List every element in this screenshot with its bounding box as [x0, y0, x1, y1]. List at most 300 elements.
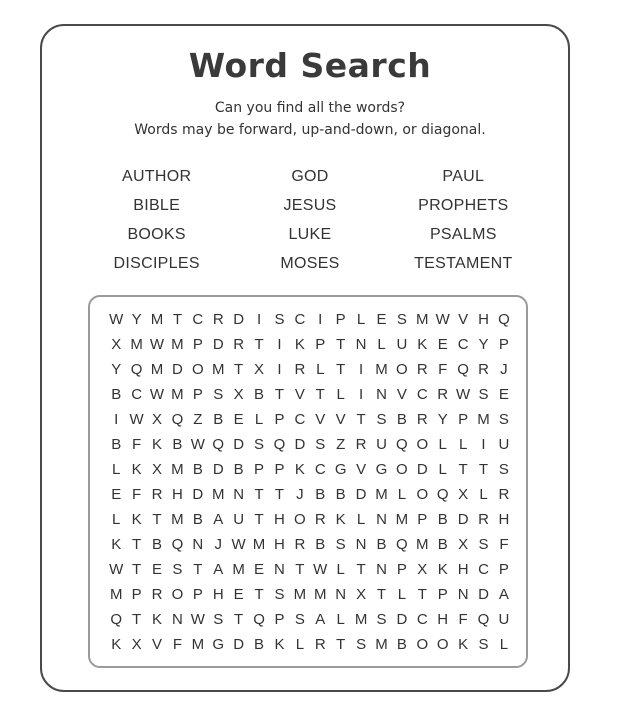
grid-cell[interactable]: H [274, 511, 285, 528]
grid-cell[interactable]: T [336, 636, 346, 653]
grid-cell[interactable]: Q [457, 361, 469, 378]
grid-cell[interactable]: N [233, 486, 245, 503]
grid-cell[interactable]: S [294, 611, 305, 628]
grid-cell[interactable]: F [438, 361, 448, 378]
grid-cell[interactable]: U [498, 611, 510, 628]
grid-cell[interactable]: X [458, 536, 469, 553]
word-item: PSALMS [429, 226, 497, 243]
grid-cell[interactable]: O [416, 436, 429, 453]
grid-cell[interactable]: D [294, 436, 306, 453]
grid-cell[interactable]: M [354, 611, 368, 628]
word-item: MOSES [280, 255, 340, 272]
grid-cell[interactable]: T [274, 386, 285, 403]
grid-cell[interactable]: V [396, 386, 407, 403]
grid-cell[interactable]: Q [171, 411, 184, 428]
grid-cell[interactable]: B [192, 461, 203, 478]
grid-cell[interactable]: K [274, 636, 285, 653]
grid-cell[interactable]: T [254, 511, 264, 528]
grid-cell[interactable]: L [356, 311, 366, 328]
grid-cell[interactable]: Q [436, 486, 449, 503]
grid-cell[interactable]: K [294, 336, 305, 353]
grid-cell[interactable]: O [396, 361, 408, 378]
grid-row [106, 532, 514, 557]
grid-cell[interactable]: B [335, 486, 346, 503]
grid-cell[interactable]: P [498, 561, 509, 578]
grid-cell[interactable]: M [375, 486, 388, 503]
grid-cell[interactable]: D [212, 336, 224, 353]
grid-cell[interactable]: L [397, 486, 407, 503]
grid-cell[interactable]: X [233, 386, 244, 403]
grid-cell[interactable]: K [111, 536, 122, 553]
grid-cell[interactable]: C [131, 386, 143, 403]
grid-cell[interactable]: P [192, 586, 203, 603]
grid-cell[interactable]: T [356, 411, 366, 428]
grid-cell[interactable]: T [356, 561, 366, 578]
grid-cell[interactable]: M [293, 586, 307, 603]
grid-row [106, 307, 514, 332]
grid-cell[interactable]: W [231, 536, 246, 553]
grid-cell[interactable]: S [376, 411, 387, 428]
grid-cell[interactable]: C [416, 386, 428, 403]
grid-cell[interactable]: Q [130, 361, 143, 378]
grid-cell[interactable]: P [254, 461, 265, 478]
grid-cell[interactable]: K [437, 561, 448, 578]
grid-cell[interactable]: J [296, 486, 304, 503]
grid-cell[interactable]: T [234, 361, 244, 378]
grid-cell[interactable]: R [294, 536, 306, 553]
grid-cell[interactable]: B [233, 461, 244, 478]
grid-cell[interactable]: O [416, 486, 429, 503]
grid-cell[interactable]: M [150, 361, 164, 378]
grid-cell[interactable]: B [315, 486, 326, 503]
grid-cell[interactable]: M [130, 336, 143, 353]
grid-cell[interactable]: H [498, 511, 510, 528]
grid-cell[interactable]: E [498, 386, 509, 403]
grid-cell[interactable]: N [274, 561, 285, 578]
grid-cell[interactable]: C [478, 561, 489, 578]
grid-cell[interactable]: S [213, 611, 224, 628]
grid-cell[interactable]: E [437, 336, 448, 353]
grid-cell[interactable]: T [193, 561, 203, 578]
grid-cell[interactable]: K [335, 511, 346, 528]
grid-cell[interactable]: M [171, 511, 184, 528]
grid-cell[interactable]: X [417, 561, 428, 578]
grid-cell[interactable]: W [313, 561, 328, 578]
grid-cell[interactable]: M [395, 511, 409, 528]
grid-cell[interactable]: V [294, 386, 305, 403]
grid-cell[interactable]: I [277, 361, 282, 378]
grid-cell[interactable]: N [355, 336, 367, 353]
grid-cell[interactable]: M [171, 386, 184, 403]
grid-cell[interactable]: P [458, 411, 469, 428]
grid-cell[interactable]: P [498, 336, 509, 353]
grid-cell[interactable]: M [171, 461, 184, 478]
grid-cell[interactable]: S [396, 311, 407, 328]
grid-cell[interactable]: G [212, 636, 225, 653]
grid-cell[interactable]: L [499, 636, 509, 653]
grid-cell[interactable]: Q [477, 611, 490, 628]
grid-cell[interactable]: Q [171, 536, 184, 553]
grid-row [106, 607, 514, 632]
grid-cell[interactable]: S [213, 386, 224, 403]
grid-cell[interactable]: Y [478, 336, 489, 353]
grid-cell[interactable]: T [478, 461, 489, 478]
grid-cell[interactable]: F [132, 436, 142, 453]
grid-cell[interactable]: M [252, 536, 266, 553]
grid-row [106, 482, 514, 507]
grid-cell[interactable]: J [214, 536, 222, 553]
grid-row [106, 432, 514, 457]
grid-cell[interactable]: I [318, 311, 323, 328]
grid-cell[interactable]: T [295, 561, 305, 578]
grid-cell[interactable]: K [111, 636, 122, 653]
grid-cell[interactable]: K [152, 436, 163, 453]
grid-cell[interactable]: C [457, 336, 469, 353]
grid-cell[interactable]: L [377, 336, 386, 353]
grid-cell[interactable]: M [171, 336, 184, 353]
grid-cell[interactable]: E [111, 486, 122, 503]
instructions [0, 97, 620, 141]
grid-cell[interactable]: L [336, 386, 345, 403]
grid-cell[interactable]: H [437, 611, 449, 628]
grid-cell[interactable]: T [336, 361, 346, 378]
grid-cell[interactable]: I [114, 411, 119, 428]
grid-cell[interactable]: P [274, 611, 285, 628]
word-item: GOD [291, 168, 329, 185]
grid-cell[interactable]: S [172, 561, 183, 578]
grid-cell[interactable]: T [254, 486, 264, 503]
grid-cell[interactable]: B [111, 386, 122, 403]
grid-cell[interactable]: G [334, 461, 347, 478]
grid-cell[interactable]: K [417, 336, 428, 353]
grid-cell[interactable]: S [376, 611, 387, 628]
grid-cell[interactable]: P [274, 461, 285, 478]
grid-cell[interactable]: P [131, 586, 142, 603]
grid-cell[interactable]: Q [396, 536, 408, 553]
grid-cell[interactable]: E [233, 586, 244, 603]
grid-cell[interactable]: P [192, 336, 203, 353]
grid-cell[interactable]: N [192, 536, 204, 553]
grid-cell[interactable]: P [396, 561, 407, 578]
grid-cell[interactable]: M [416, 311, 429, 328]
grid-cell[interactable]: W [109, 561, 124, 578]
grid-cell[interactable]: D [233, 311, 245, 328]
word-item: PROPHETS [418, 197, 509, 214]
grid-cell[interactable]: F [499, 536, 509, 553]
grid-cell[interactable]: L [336, 611, 345, 628]
grid-cell[interactable]: L [438, 461, 447, 478]
grid-cell[interactable]: V [152, 636, 163, 653]
grid-cell[interactable]: C [416, 611, 428, 628]
grid-cell[interactable]: T [132, 536, 142, 553]
grid-cell[interactable]: P [437, 586, 448, 603]
grid-cell[interactable]: O [171, 586, 184, 603]
grid-cell[interactable]: M [232, 561, 245, 578]
grid-cell[interactable]: G [375, 461, 388, 478]
grid-cell[interactable]: L [295, 636, 305, 653]
grid-cell[interactable]: H [274, 536, 285, 553]
grid-cell[interactable]: L [112, 461, 121, 478]
grid-cell[interactable]: X [152, 461, 163, 478]
grid-cell[interactable]: Y [131, 311, 142, 328]
grid-cell[interactable]: E [254, 561, 265, 578]
grid-cell[interactable]: S [498, 461, 509, 478]
grid-cell[interactable]: Z [193, 411, 203, 428]
grid-row [106, 457, 514, 482]
grid-row [106, 407, 514, 432]
grid-cell[interactable]: D [233, 636, 245, 653]
grid-cell[interactable]: C [294, 311, 306, 328]
grid-cell[interactable]: H [172, 486, 183, 503]
grid-cell[interactable]: V [315, 411, 326, 428]
grid-cell[interactable]: D [192, 486, 204, 503]
grid-cell[interactable]: B [254, 636, 265, 653]
grid-cell[interactable]: B [376, 536, 387, 553]
grid-cell[interactable]: B [437, 511, 448, 528]
grid-cell[interactable]: T [254, 586, 264, 603]
grid-cell[interactable]: Q [498, 311, 510, 328]
grid-cell[interactable]: K [131, 511, 142, 528]
grid-cell[interactable]: M [191, 636, 205, 653]
grid-cell[interactable]: H [457, 561, 469, 578]
grid-cell[interactable]: T [315, 386, 325, 403]
grid-cell[interactable]: L [397, 586, 407, 603]
grid-cell[interactable]: U [396, 336, 408, 353]
grid-cell[interactable]: L [254, 411, 264, 428]
grid-cell[interactable]: S [274, 586, 285, 603]
grid-cell[interactable]: L [356, 511, 366, 528]
grid-cell[interactable]: X [458, 486, 469, 503]
grid-cell[interactable]: Z [336, 436, 346, 453]
grid-row [106, 332, 514, 357]
grid-cell[interactable]: W [456, 386, 471, 403]
grid-cell[interactable]: W [149, 386, 165, 403]
grid-cell[interactable]: M [150, 311, 164, 328]
grid-cell[interactable]: V [356, 461, 367, 478]
grid-cell[interactable]: Q [396, 436, 408, 453]
grid-cell[interactable]: K [458, 636, 469, 653]
grid-cell[interactable]: R [151, 486, 163, 503]
grid-cell[interactable]: T [254, 336, 264, 353]
grid-cell[interactable]: R [416, 361, 428, 378]
grid-cell[interactable]: W [149, 336, 165, 353]
grid-cell[interactable]: D [416, 461, 428, 478]
grid-cell[interactable]: W [435, 311, 450, 328]
grid-cell[interactable]: Q [212, 436, 225, 453]
grid-cell[interactable]: K [294, 461, 305, 478]
grid-cell[interactable]: B [315, 536, 326, 553]
grid-cell[interactable]: D [233, 436, 245, 453]
grid-cell[interactable]: N [457, 586, 469, 603]
grid-cell[interactable]: B [111, 436, 122, 453]
grid-cell[interactable]: R [314, 636, 326, 653]
grid-cell[interactable]: S [335, 536, 346, 553]
grid-cell[interactable]: A [315, 611, 326, 628]
grid-cell[interactable]: M [109, 586, 123, 603]
grid-cell[interactable]: O [294, 511, 306, 528]
grid-cell[interactable]: H [212, 586, 224, 603]
grid-cell[interactable]: R [151, 586, 163, 603]
grid-cell[interactable]: T [336, 336, 346, 353]
grid-cell[interactable]: R [416, 411, 428, 428]
grid-cell[interactable]: X [356, 586, 367, 603]
grid-cell[interactable]: Q [253, 611, 265, 628]
grid-cell[interactable]: B [152, 536, 163, 553]
grid-cell[interactable]: Y [437, 411, 448, 428]
grid-cell[interactable]: W [190, 436, 205, 453]
grid-cell[interactable]: F [172, 636, 182, 653]
grid-cell[interactable]: T [132, 561, 142, 578]
grid-cell[interactable]: E [376, 311, 387, 328]
grid-cell[interactable]: D [396, 611, 408, 628]
grid-cell[interactable]: N [376, 561, 387, 578]
grid-cell[interactable]: B [213, 411, 224, 428]
grid-cell[interactable]: E [233, 411, 244, 428]
grid-cell[interactable]: T [417, 586, 427, 603]
grid-cell[interactable]: U [498, 436, 510, 453]
grid-cell[interactable]: J [500, 361, 508, 378]
grid-cell[interactable]: R [294, 361, 306, 378]
grid-cell[interactable]: S [478, 386, 489, 403]
grid-cell[interactable]: T [152, 511, 162, 528]
grid-cell[interactable]: R [437, 386, 449, 403]
grid-cell[interactable]: L [316, 361, 325, 378]
grid-cell[interactable]: R [233, 336, 245, 353]
grid-cell[interactable]: E [152, 561, 163, 578]
grid-cell[interactable]: X [111, 336, 122, 353]
grid-row [106, 507, 514, 532]
grid-cell[interactable]: S [478, 636, 489, 653]
grid-cell[interactable]: N [376, 386, 387, 403]
grid-cell[interactable]: T [172, 311, 182, 328]
grid-cell[interactable]: W [129, 411, 144, 428]
instruction-line: Can you find all the words? [214, 100, 406, 116]
grid-cell[interactable]: A [498, 586, 509, 603]
grid-cell[interactable]: S [274, 311, 285, 328]
grid-cell[interactable]: R [212, 311, 224, 328]
grid-cell[interactable]: M [211, 361, 225, 378]
grid-cell[interactable]: W [190, 611, 205, 628]
grid-cell[interactable]: B [437, 536, 448, 553]
grid-cell[interactable]: T [274, 486, 285, 503]
grid-cell[interactable]: I [358, 386, 364, 403]
grid-cell[interactable]: M [375, 361, 388, 378]
grid-cell[interactable]: R [355, 436, 367, 453]
grid-cell[interactable]: X [152, 411, 163, 428]
word-list [80, 162, 540, 278]
grid-cell[interactable]: T [376, 586, 387, 603]
grid-cell[interactable]: S [315, 436, 326, 453]
grid-cell[interactable]: F [458, 611, 468, 628]
grid-cell[interactable]: L [336, 561, 345, 578]
grid-cell[interactable]: C [314, 461, 326, 478]
grid-cell[interactable]: C [192, 311, 204, 328]
grid-cell[interactable]: P [192, 386, 203, 403]
word-item: BOOKS [127, 226, 186, 243]
grid-cell[interactable]: Q [273, 436, 286, 453]
grid-cell[interactable]: K [152, 611, 163, 628]
grid-cell[interactable]: S [498, 411, 509, 428]
word-item: TESTAMENT [414, 255, 513, 272]
grid-cell[interactable]: T [132, 611, 142, 628]
grid-cell[interactable]: I [277, 336, 282, 353]
grid-cell[interactable]: S [478, 536, 489, 553]
grid-cell[interactable]: R [498, 486, 510, 503]
grid-cell[interactable]: D [172, 361, 183, 378]
grid-cell[interactable]: B [172, 436, 183, 453]
grid-cell[interactable]: N [335, 586, 347, 603]
grid-cell[interactable]: L [112, 511, 121, 528]
grid-cell[interactable]: O [396, 461, 408, 478]
grid-cell[interactable]: M [211, 486, 225, 503]
grid-cell[interactable]: Y [111, 361, 122, 378]
grid-cell[interactable]: D [478, 586, 489, 603]
grid-cell[interactable]: V [458, 311, 469, 328]
grid-cell[interactable]: P [335, 311, 346, 328]
grid-cell[interactable]: D [355, 486, 367, 503]
grid-cell[interactable]: N [172, 611, 183, 628]
grid-cell[interactable]: L [438, 436, 447, 453]
grid-cell[interactable]: P [274, 411, 285, 428]
grid-cell[interactable]: I [256, 311, 262, 328]
grid-cell[interactable]: I [358, 361, 364, 378]
grid-cell[interactable]: D [212, 461, 224, 478]
grid-cell[interactable]: T [234, 611, 244, 628]
word-item: JESUS [283, 197, 337, 214]
grid-cell[interactable]: D [457, 511, 469, 528]
grid-cell[interactable]: O [191, 361, 204, 378]
grid-cell[interactable]: P [417, 511, 428, 528]
grid-cell[interactable]: N [376, 511, 387, 528]
grid-cell[interactable]: L [458, 436, 468, 453]
grid-cell[interactable]: R [314, 511, 326, 528]
grid-cell[interactable]: X [254, 361, 265, 378]
grid-cell[interactable]: M [477, 411, 490, 428]
grid-cell[interactable]: Q [110, 611, 123, 628]
grid-cell[interactable]: M [416, 536, 429, 553]
grid-cell[interactable]: M [375, 636, 388, 653]
grid-cell[interactable]: F [132, 486, 142, 503]
grid-cell[interactable]: H [478, 311, 489, 328]
grid-cell[interactable]: B [396, 411, 407, 428]
grid-cell[interactable]: C [294, 411, 306, 428]
grid-row [106, 632, 514, 657]
grid-cell[interactable]: U [376, 436, 387, 453]
grid-cell[interactable]: N [355, 536, 367, 553]
grid-cell[interactable]: X [131, 636, 142, 653]
grid-cell[interactable]: P [315, 336, 326, 353]
grid-cell[interactable]: S [356, 636, 367, 653]
grid-cell[interactable]: L [479, 486, 488, 503]
grid-cell[interactable]: W [109, 311, 124, 328]
grid-cell[interactable]: S [254, 436, 265, 453]
grid-cell[interactable]: B [192, 511, 203, 528]
grid-cell[interactable]: O [436, 636, 449, 653]
grid-cell[interactable]: R [478, 511, 489, 528]
grid-cell[interactable]: M [314, 586, 327, 603]
grid-cell[interactable]: A [213, 511, 224, 528]
grid-cell[interactable]: B [254, 386, 265, 403]
grid-cell[interactable]: T [458, 461, 468, 478]
grid-cell[interactable]: U [233, 511, 245, 528]
grid-cell[interactable]: A [213, 561, 224, 578]
grid-cell[interactable]: B [396, 636, 407, 653]
grid-cell[interactable]: V [335, 411, 346, 428]
grid-cell[interactable]: K [131, 461, 142, 478]
grid-cell[interactable]: R [478, 361, 489, 378]
grid-cell[interactable]: O [416, 636, 429, 653]
grid-cell[interactable]: I [481, 436, 486, 453]
